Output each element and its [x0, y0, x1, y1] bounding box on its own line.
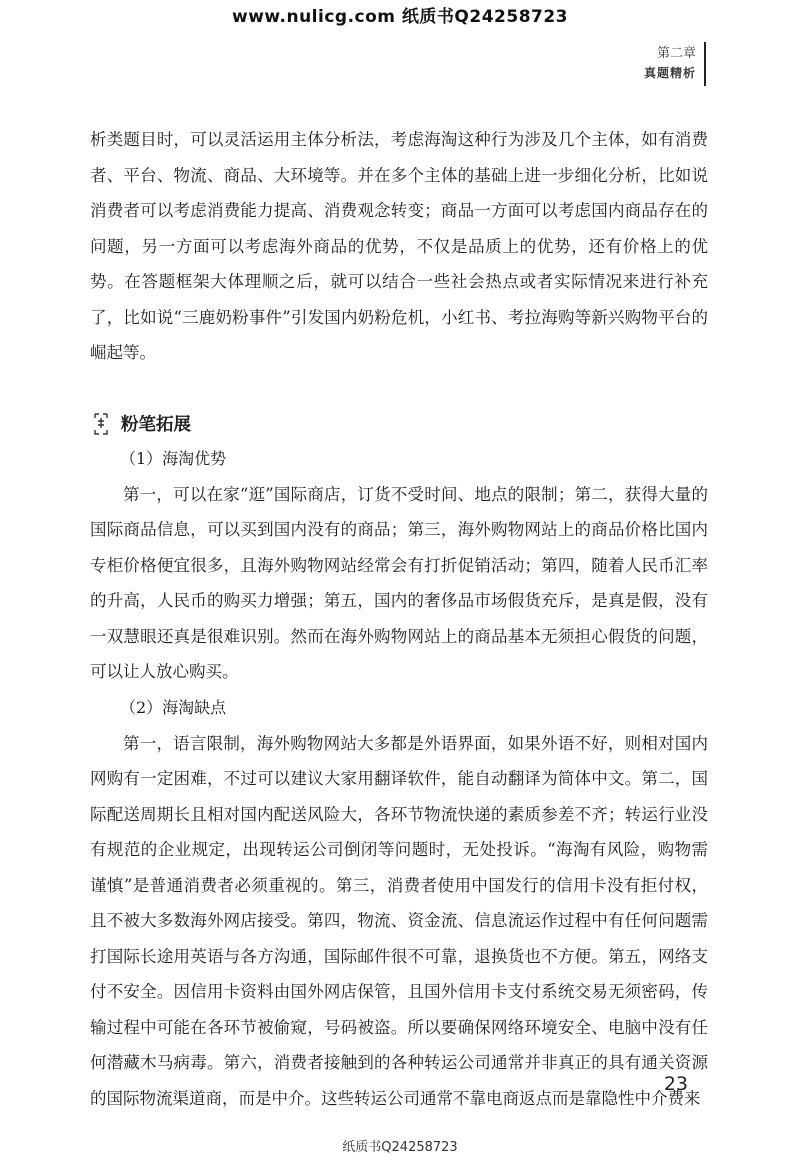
section-title: 粉笔拓展 [121, 415, 191, 435]
header-rule [704, 42, 706, 86]
intro-paragraph: 析类题目时，可以灵活运用主体分析法，考虑海淘这种行为涉及几个主体，如有消费者、平台、物流、商品、大环境等。并在多个主体的基础上进一步细化分析，比如说消费者可以考虑消费能力提高、消费观念转变；商品一方面可以考虑国内商品存在的问题，另一方面可以考虑海外商品的优势，不仅是品质上的优势，还有价格上的优势。在答题框架大体理顺之后，就可以结合一些社会热点或者实际情况来进行补充了，比如说“三鹿奶粉事件”引发国内奶粉危机，小红书、考拉海购等新兴购物平台的崛起等。 [90, 130, 708, 362]
subheading-disadvantages: （2）海淘缺点 [120, 697, 227, 717]
page-body [90, 122, 708, 1116]
bottom-watermark: 纸质书Q24258723 [342, 1140, 458, 1155]
advantages-paragraph: 第一，可以在家“逛”国际商店，订货不受时间、地点的限制；第二，获得大量的国际商品信息，可以买到国内没有的商品；第三，海外购物网站上的商品价格比国内专柜价格便宜很多，且海外购物网站经常会有打折促销活动；第四，随着人民币汇率的升高，人民币的购买力增强；第五，国内的奢侈品市场假货充斥，是真是假，没有一双慧眼还真是很难识别。然而在海外购物网站上的商品基本无须担心假货的问题，可以让人放心购买。 [90, 484, 708, 681]
chapter-subtitle: 真题精析 [643, 66, 696, 80]
section-heading [90, 407, 708, 441]
page-number: 23 [663, 1073, 688, 1095]
running-head [644, 44, 696, 82]
subheading-advantages: （1）海淘优势 [120, 448, 227, 468]
disadvantages-paragraph: 第一，语言限制，海外购物网站大多都是外语界面，如果外语不好，则相对国内网购有一定困难，不过可以建议大家用翻译软件，能自动翻译为简体中文。第二，国际配送周期长且相对国内配送风险大，各环节物流快递的素质参差不齐；转运行业没有规范的企业规定，出现转运公司倒闭等问题时，无处投诉。“海淘有风险，购物需谨慎”是普通消费者必须重视的。第三，消费者使用中国发行的信用卡没有拒付权，且不被大多数海外网店接受。第四，物流、资金流、信息流运作过程中有任何问题需打国际长途用英语与各方沟通，国际邮件很不可靠，退换货也不方便。第五，网络支付不安全。因信用卡资料由国外网店保管，且国外信用卡支付系统交易无须密码，传输过程中可能在各环节被偷窥，号码被盗。所以要确保网络环境安全、电脑中没有任何潜藏木马病毒。第六，消费者接触到的各种转运公司通常并非真正的具有通关资源的国际物流渠道商，而是中介。这些转运公司通常不靠电商返点而是靠隐性中介费来 [90, 733, 708, 1108]
chalk-icon [93, 412, 109, 436]
top-watermark: www.nulicg.com 纸质书Q24258723 [231, 7, 569, 27]
chapter-label: 第二章 [656, 46, 696, 61]
